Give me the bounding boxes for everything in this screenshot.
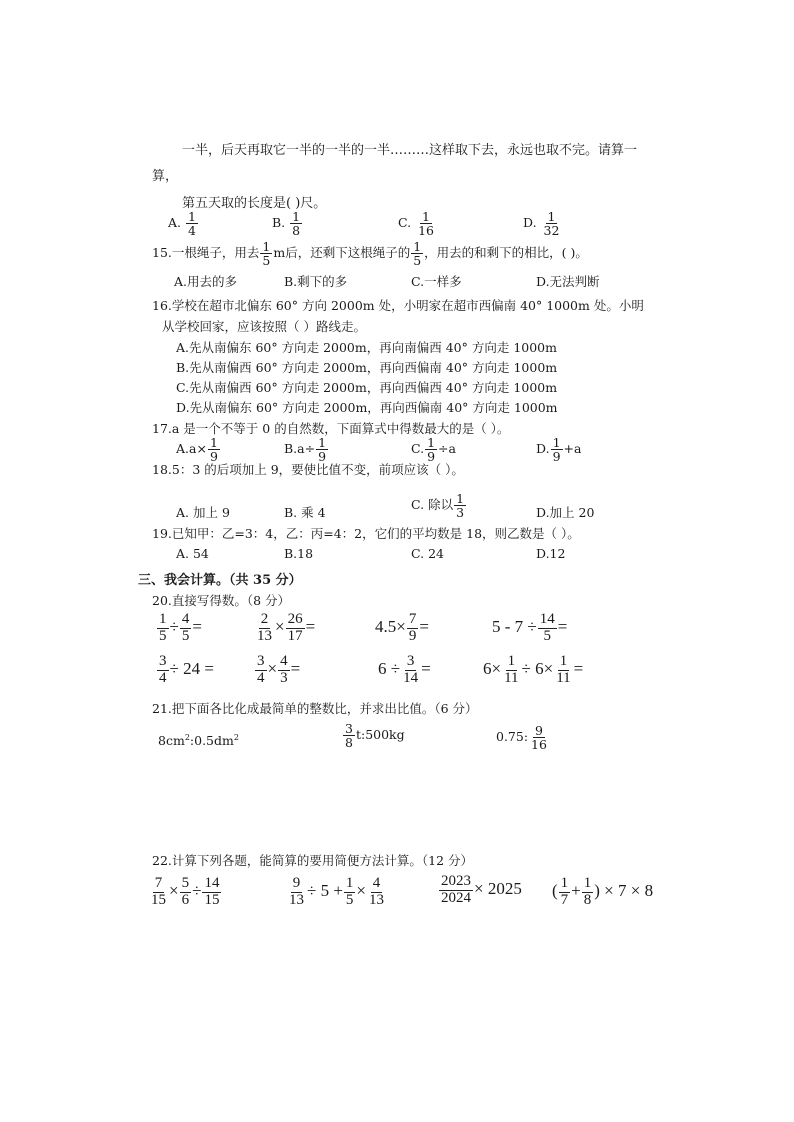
fraction: $\frac{7}{9}$	[408, 611, 417, 644]
q19-option-d: D.12	[536, 546, 566, 561]
q19-option-b: B.18	[284, 546, 314, 561]
fraction: $\frac{1}{11}$	[504, 653, 519, 686]
q22-expr1: $\frac{7}{15}$ × $\frac{5}{6}$ ÷ $\frac{14}{15}$	[151, 875, 220, 908]
q15-option-a: A.用去的多	[174, 274, 238, 289]
fraction: $\frac{1}{5}$	[413, 239, 422, 269]
fraction: $\frac{1}{7}$	[560, 875, 569, 908]
fraction: $\frac{9}{16}$	[531, 723, 547, 753]
q16-option-c: C.先从南偏西 60° 方向走 2000m，再向西偏西 40° 方向走 1000m	[176, 380, 558, 395]
fraction: $\frac{2}{13}$	[257, 611, 272, 644]
fraction: $\frac{5}{6}$	[181, 875, 190, 908]
q14-line2: 算，	[152, 169, 179, 184]
fraction: $\frac{3}{14}$	[403, 653, 419, 686]
fraction: $\frac{14}{15}$	[204, 875, 220, 908]
q16-line1: 16.学校在超市北偏东 60° 方向 2000m 处，小明家在超市西偏南 40° 1000m 处。小明	[152, 298, 644, 313]
q17-option-b: B.a÷ $\frac{1}{9}$	[284, 435, 327, 465]
q16-option-a: A.先从南偏东 60° 方向走 2000m，再向南偏西 40° 方向走 1000m	[176, 340, 557, 355]
q20-title: 20.直接写得数。（8 分）	[152, 593, 291, 608]
fraction: $\frac{1}{3}$	[456, 491, 465, 521]
q17-stem: 17.a 是一个不等于 0 的自然数，下面算式中得数最大的是（ ）。	[152, 421, 510, 436]
q20-r1c1: $\frac{1}{5}$ ÷ $\frac{4}{5}$ =	[159, 611, 202, 644]
fraction: $\frac{1}{8}$	[583, 875, 592, 908]
q20-r2c2: $\frac{3}{4}$ × $\frac{4}{3}$ =	[257, 653, 301, 686]
fraction: $\frac{1}{9}$	[318, 435, 327, 465]
section-title: 三、我会计算。（共 35 分）	[138, 573, 302, 588]
q21-title: 21.把下面各比化成最简单的整数比，并求出比值。（6 分）	[152, 701, 478, 716]
q14-option-a: A. $\frac{1}{4}$	[168, 209, 196, 239]
q20-r1c2: $\frac{2}{13}$ × $\frac{26}{17}$ =	[257, 611, 316, 644]
q22-expr4: ( $\frac{1}{7}$ + $\frac{1}{8}$ ) × 7 × 8	[552, 875, 654, 908]
fraction: $\frac{1}{9}$	[427, 435, 436, 465]
q15-stem: 15.一根绳子，用去 $\frac{1}{5}$ m后，还剩下这根绳子的 $\frac{1}{5}$ ，用去的和剩下的相比，( )。	[152, 239, 588, 269]
q18-stem: 18.5：3 的后项加上 9，要使比值不变，前项应该（ ）。	[152, 462, 464, 477]
fraction: $\frac{2023}{2024}$	[441, 873, 471, 906]
q16-option-b: B.先从南偏西 60° 方向走 2000m，再向西偏南 40° 方向走 1000m	[176, 360, 558, 375]
q18-option-c: C. 除以 $\frac{1}{3}$	[411, 491, 465, 521]
q21-item1: $8cm^2:0.5dm^2$	[158, 733, 239, 749]
q18-option-b: B. 乘 4	[284, 505, 326, 520]
q21-item2: $\frac{3}{8}$ t:500kg	[345, 721, 405, 751]
q16-line2: 从学校回家，应该按照（ ）路线走。	[162, 319, 366, 334]
fraction: $\frac{14}{5}$	[539, 611, 555, 644]
q19-option-a: A. 54	[176, 546, 209, 561]
q15-option-d: D.无法判断	[536, 274, 600, 289]
fraction: $\frac{1}{9}$	[552, 435, 561, 465]
q20-r2c1: $\frac{3}{4}$ ÷ 24 =	[159, 653, 214, 686]
q21-item3: 0.75: $\frac{9}{16}$	[496, 723, 547, 753]
q22-expr2: $\frac{9}{13}$ ÷ 5 + $\frac{1}{5}$ × $\frac{4}{13}$	[289, 875, 385, 908]
fraction: $\frac{1}{16}$	[418, 209, 434, 239]
q20-r2c4: 6× $\frac{1}{11}$ ÷ 6× $\frac{1}{11}$ =	[483, 653, 584, 686]
fraction: $\frac{3}{8}$	[345, 721, 353, 751]
q16-option-d: D.先从南偏东 60° 方向走 2000m，再向西偏南 40° 方向走 1000m	[176, 400, 558, 415]
fraction: $\frac{4}{5}$	[181, 611, 190, 644]
q15-option-b: B.剩下的多	[284, 274, 348, 289]
fraction: $\frac{1}{5}$	[345, 875, 354, 908]
fraction: $\frac{3}{4}$	[257, 653, 265, 686]
fraction: $\frac{3}{4}$	[159, 653, 167, 686]
fraction: $\frac{1}{32}$	[543, 209, 560, 239]
q20-r1c3: 4.5× $\frac{7}{9}$ =	[375, 611, 429, 644]
q15-option-c: C.一样多	[411, 274, 462, 289]
fraction: $\frac{4}{3}$	[280, 653, 288, 686]
q20-r2c3: 6 ÷ $\frac{3}{14}$ =	[378, 653, 431, 686]
q14-line3: 第五天取的长度是( )尺。	[182, 196, 327, 211]
q14-option-d: D. $\frac{1}{32}$	[523, 209, 560, 239]
q17-option-c: C. $\frac{1}{9}$ ÷a	[411, 435, 456, 465]
fraction: $\frac{1}{8}$	[292, 209, 301, 239]
fraction: $\frac{1}{11}$	[556, 653, 571, 686]
q18-option-a: A. 加上 9	[176, 505, 230, 520]
q18-option-d: D.加上 20	[536, 505, 595, 520]
fraction: $\frac{1}{4}$	[188, 209, 196, 239]
fraction: $\frac{1}{9}$	[209, 435, 218, 465]
fraction: $\frac{1}{5}$	[262, 239, 271, 269]
q14-option-c: C. $\frac{1}{16}$	[398, 209, 434, 239]
q20-r1c4: 5 - 7 ÷ $\frac{14}{5}$ =	[492, 611, 568, 644]
fraction: $\frac{7}{15}$	[151, 875, 166, 908]
q17-option-d: D. $\frac{1}{9}$ +a	[536, 435, 582, 465]
fraction: $\frac{1}{5}$	[159, 611, 167, 644]
q14-line1: 一半，后天再取它一半的一半的一半………这样取下去，永远也取不完。请算一	[182, 143, 638, 158]
q14-option-b: B. $\frac{1}{8}$	[272, 209, 301, 239]
fraction: $\frac{26}{17}$	[287, 611, 303, 644]
q19-option-c: C. 24	[411, 546, 444, 561]
q22-expr3: $\frac{2023}{2024}$ × 2025	[441, 873, 522, 906]
fraction: $\frac{9}{13}$	[289, 875, 304, 908]
q17-option-a: A.a× $\frac{1}{9}$	[176, 435, 218, 465]
fraction: $\frac{4}{13}$	[369, 875, 385, 908]
q19-stem: 19.已知甲：乙=3：4，乙：丙=4：2，它们的平均数是 18，则乙数是（ ）。	[152, 526, 580, 541]
q22-title: 22.计算下列各题，能简算的要用简便方法计算。（12 分）	[152, 853, 474, 868]
